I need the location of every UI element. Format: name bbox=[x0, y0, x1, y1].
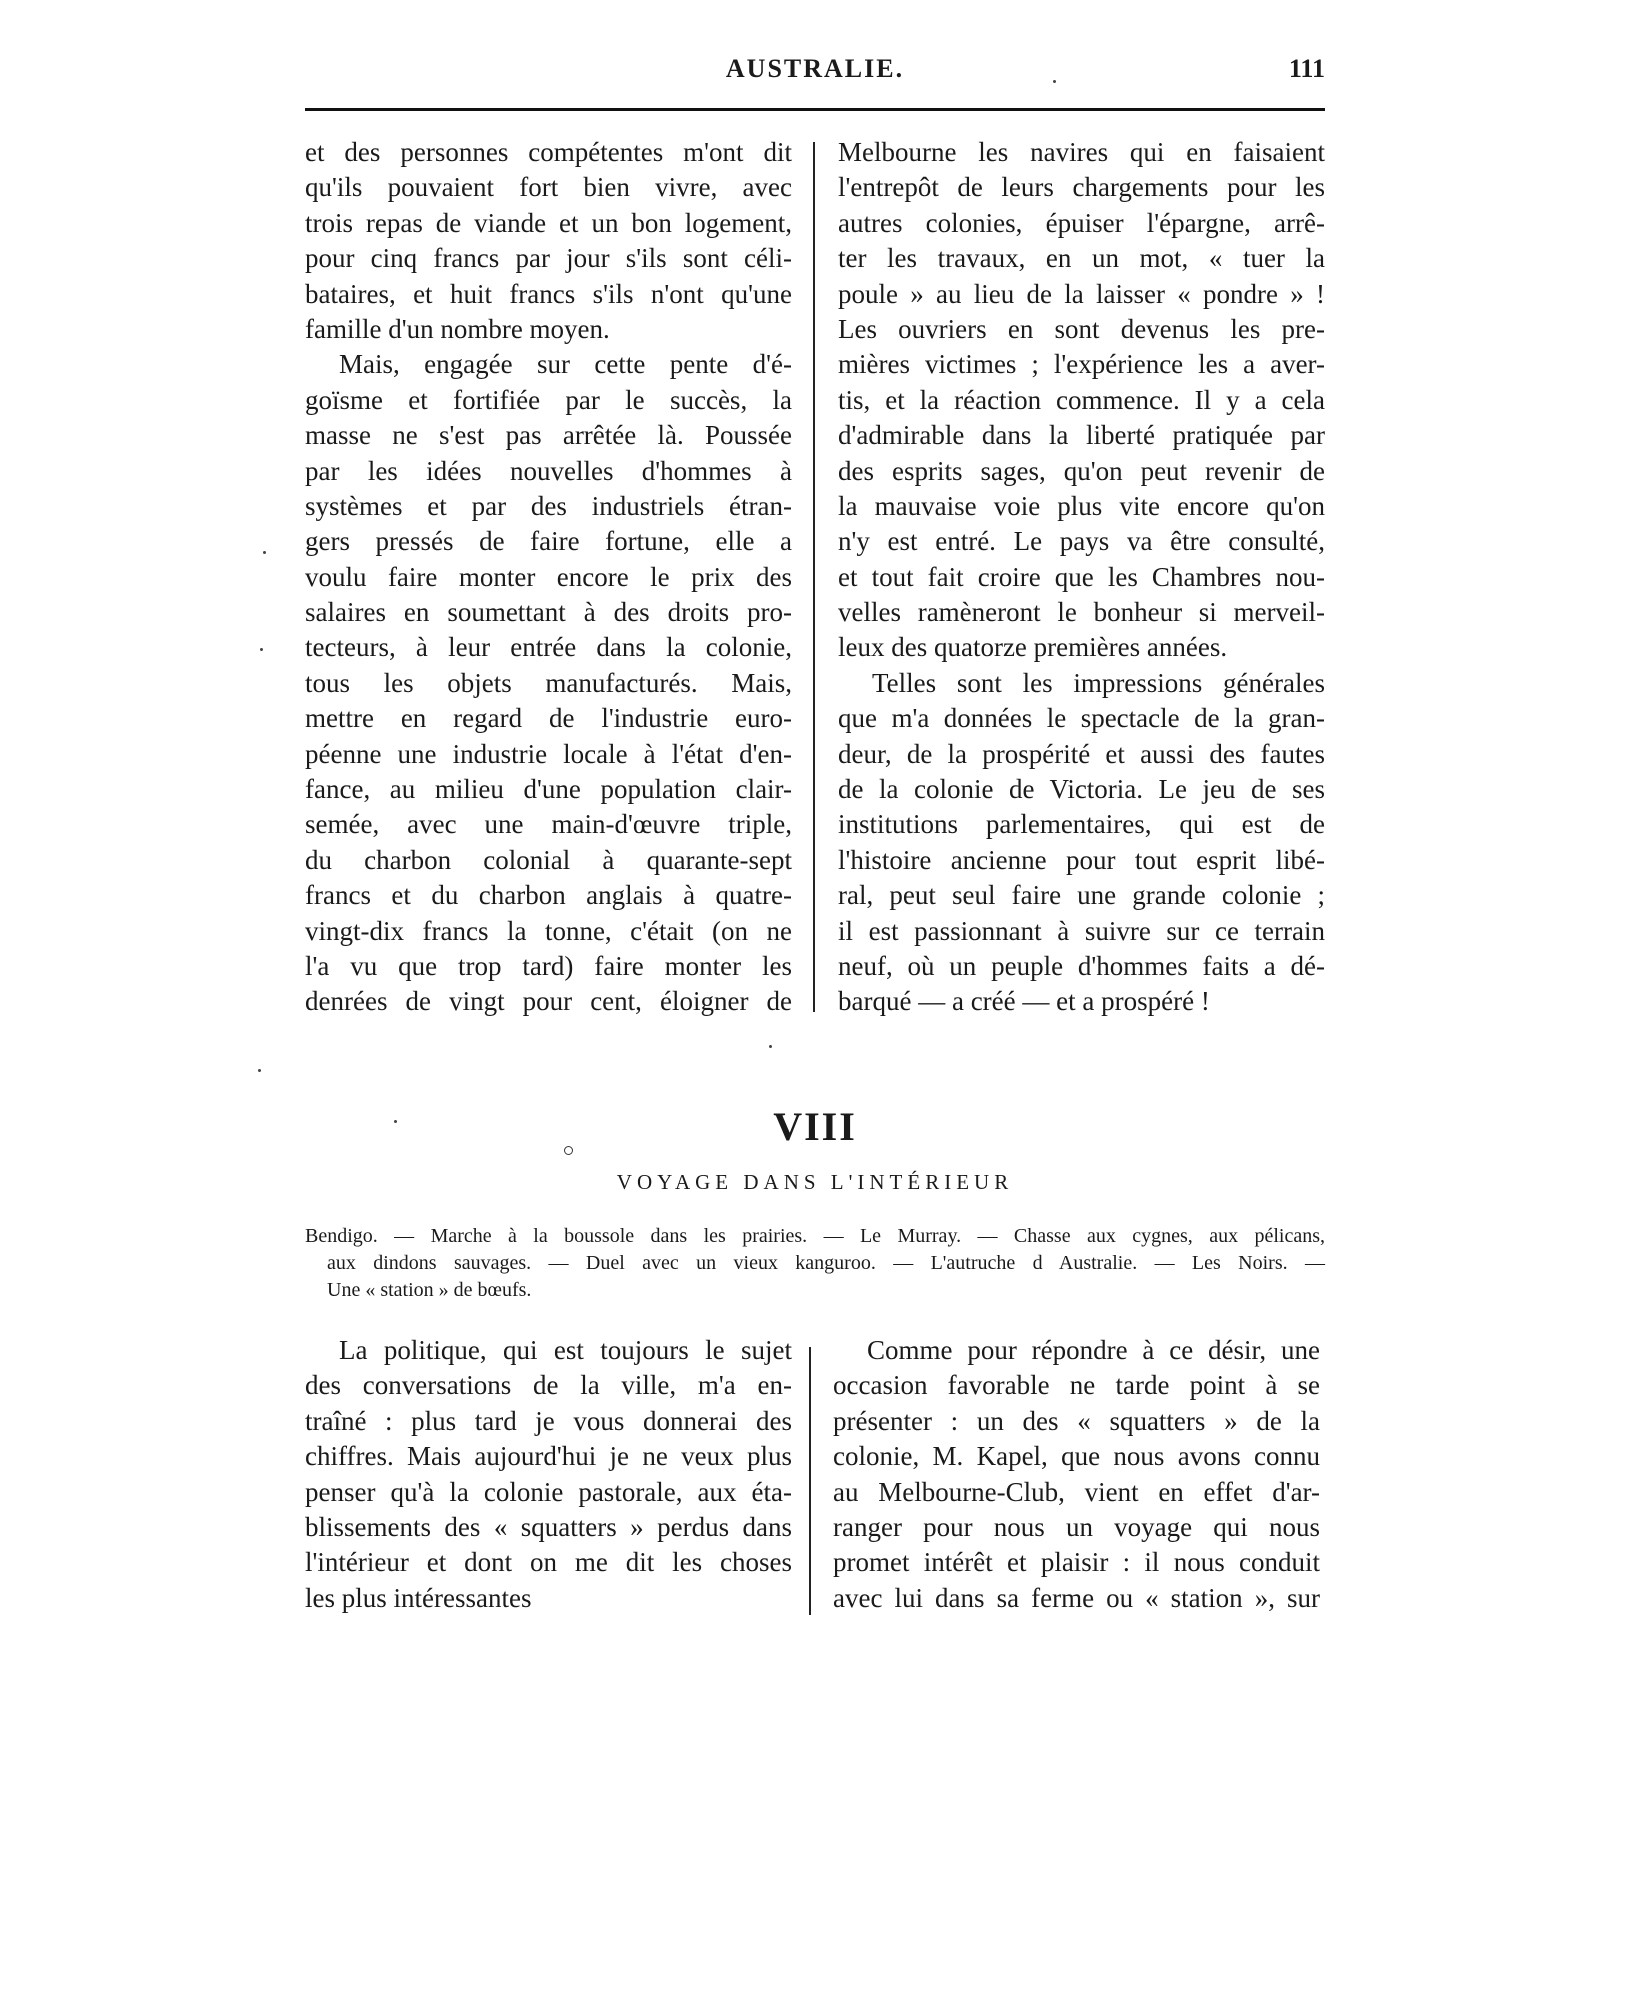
text-line: traîné : plus tard je vous donnerai des bbox=[305, 1405, 792, 1436]
summary-line: Bendigo. — Marche à la boussole dans les prairies. — Le Murray. — Chasse aux cygnes, aux pélicans, bbox=[305, 1225, 1325, 1247]
text-line: de la colonie de Victoria. Le jeu de ses bbox=[838, 774, 1325, 805]
print-speck-icon bbox=[394, 1120, 397, 1123]
text-line: l'a vu que trop tard) faire monter les bbox=[305, 950, 792, 981]
paragraph-start-line: Comme pour répondre à ce désir, une bbox=[867, 1335, 1320, 1365]
running-title: AUSTRALIE. bbox=[725, 54, 905, 83]
text-line: semée, avec une main-d'œuvre triple, bbox=[305, 809, 792, 840]
text-line: l'histoire ancienne pour tout esprit libé- bbox=[838, 844, 1325, 875]
text-line: des conversations de la ville, m'a en- bbox=[305, 1370, 792, 1401]
text-line: l'entrepôt de leurs chargements pour les bbox=[838, 172, 1325, 203]
text-line: tis, et la réaction commence. Il y a cela bbox=[838, 384, 1325, 415]
print-speck-icon bbox=[769, 1045, 772, 1048]
text-line: vingt-dix francs la tonne, c'était (on ne bbox=[305, 915, 792, 946]
text-line: tous les objets manufacturés. Mais, bbox=[305, 667, 792, 698]
text-line: velles ramèneront le bonheur si merveil- bbox=[838, 597, 1325, 628]
text-line: occasion favorable ne tarde point à se bbox=[833, 1370, 1320, 1401]
text-line: blissements des « squatters » perdus dans bbox=[305, 1511, 792, 1542]
text-line: tecteurs, à leur entrée dans la colonie, bbox=[305, 632, 792, 663]
running-header bbox=[305, 48, 1325, 88]
summary-line: aux dindons sauvages. — Duel avec un vieux kanguroo. — L'autruche d Australie. — Les Noirs. — bbox=[327, 1252, 1325, 1274]
text-line: ral, peut seul faire une grande colonie ; bbox=[838, 880, 1325, 911]
text-line: avec lui dans sa ferme ou « station », sur bbox=[833, 1582, 1320, 1613]
column-divider bbox=[809, 1347, 811, 1615]
text-line: l'intérieur et dont on me dit les choses bbox=[305, 1547, 792, 1578]
text-line: et des personnes compétentes m'ont dit bbox=[305, 137, 792, 167]
text-line: et tout fait croire que les Chambres nou- bbox=[838, 561, 1325, 592]
text-line: goïsme et fortifiée par le succès, la bbox=[305, 384, 792, 415]
column-divider bbox=[813, 142, 815, 1012]
bottom-right-column bbox=[833, 1333, 1320, 1616]
page-number: 111 bbox=[1288, 54, 1325, 83]
bottom-left-column bbox=[305, 1333, 792, 1616]
summary-line: Une « station » de bœufs. bbox=[327, 1279, 532, 1301]
text-line: pour cinq francs par jour s'ils sont céli- bbox=[305, 243, 792, 274]
text-line: d'admirable dans la liberté pratiquée par bbox=[838, 420, 1325, 451]
text-line: mières victimes ; l'expérience les a aver- bbox=[838, 349, 1325, 380]
text-line: bataires, et huit francs s'ils n'ont qu'une bbox=[305, 278, 792, 309]
top-right-column bbox=[838, 135, 1325, 1020]
text-line: voulu faire monter encore le prix des bbox=[305, 561, 792, 592]
text-line: gers pressés de faire fortune, elle a bbox=[305, 526, 792, 557]
text-line: n'y est entré. Le pays va être consulté, bbox=[838, 526, 1325, 557]
text-line: colonie, M. Kapel, que nous avons connu bbox=[833, 1441, 1320, 1472]
text-line: leux des quatorze premières années. bbox=[838, 632, 1228, 663]
text-line: masse ne s'est pas arrêtée là. Poussée bbox=[305, 420, 792, 451]
chapter-title: VOYAGE DANS L'INTÉRIEUR bbox=[616, 1170, 1014, 1194]
text-line: des esprits sages, qu'on peut revenir de bbox=[838, 455, 1325, 486]
header-rule bbox=[305, 108, 1325, 111]
text-line: la mauvaise voie plus vite encore qu'on bbox=[838, 490, 1325, 521]
text-line: institutions parlementaires, qui est de bbox=[838, 809, 1325, 840]
chapter-summary bbox=[305, 1223, 1325, 1304]
text-line: péenne une industrie locale à l'état d'en- bbox=[305, 738, 792, 769]
print-speck-icon bbox=[258, 1069, 261, 1072]
text-line: que m'a données le spectacle de la gran- bbox=[838, 703, 1325, 734]
text-line: les plus intéressantes bbox=[305, 1582, 532, 1613]
text-line: présenter : un des « squatters » de la bbox=[833, 1405, 1320, 1436]
text-line: ter les travaux, en un mot, « tuer la bbox=[838, 243, 1325, 274]
text-line: systèmes et par des industriels étran- bbox=[305, 490, 792, 521]
paragraph-start-line: Telles sont les impressions générales bbox=[872, 667, 1325, 698]
print-speck-icon bbox=[260, 648, 263, 651]
text-line: poule » au lieu de la laisser « pondre » ! bbox=[838, 278, 1325, 309]
text-line: autres colonies, épuiser l'épargne, arrê- bbox=[838, 207, 1325, 238]
text-line: du charbon colonial à quarante-sept bbox=[305, 844, 792, 875]
text-line: fance, au milieu d'une population clair- bbox=[305, 774, 792, 805]
print-speck-icon bbox=[564, 1146, 573, 1155]
text-line: ranger pour nous un voyage qui nous bbox=[833, 1511, 1320, 1542]
text-line: deur, de la prospérité et aussi des fautes bbox=[838, 738, 1325, 769]
paragraph-start-line: La politique, qui est toujours le sujet bbox=[339, 1335, 792, 1365]
text-line: famille d'un nombre moyen. bbox=[305, 313, 610, 344]
top-left-column bbox=[305, 135, 792, 1020]
text-line: qu'ils pouvaient fort bien vivre, avec bbox=[305, 172, 792, 203]
text-line: promet intérêt et plaisir : il nous conduit bbox=[833, 1547, 1320, 1578]
print-speck-icon bbox=[1053, 80, 1056, 83]
text-line: par les idées nouvelles d'hommes à bbox=[305, 455, 792, 486]
text-line: Les ouvriers en sont devenus les pre- bbox=[838, 313, 1325, 344]
text-line: francs et du charbon anglais à quatre- bbox=[305, 880, 792, 911]
text-line: il est passionnant à suivre sur ce terrain bbox=[838, 915, 1325, 946]
text-line: au Melbourne-Club, vient en effet d'ar- bbox=[833, 1476, 1320, 1507]
text-line: Melbourne les navires qui en faisaient bbox=[838, 137, 1325, 167]
text-line: salaires en soumettant à des droits pro- bbox=[305, 597, 792, 628]
chapter-number: VIII bbox=[773, 1104, 857, 1149]
text-line: trois repas de viande et un bon logement, bbox=[305, 207, 792, 238]
text-line: chiffres. Mais aujourd'hui je ne veux plus bbox=[305, 1441, 792, 1472]
text-line: barqué — a créé — et a prospéré ! bbox=[838, 986, 1210, 1017]
text-line: mettre en regard de l'industrie euro- bbox=[305, 703, 792, 734]
print-speck-icon bbox=[263, 551, 266, 554]
paragraph-start-line: Mais, engagée sur cette pente d'é- bbox=[339, 349, 792, 380]
text-line: penser qu'à la colonie pastorale, aux éta- bbox=[305, 1476, 792, 1507]
text-line: neuf, où un peuple d'hommes faits a dé- bbox=[838, 950, 1325, 981]
text-line: denrées de vingt pour cent, éloigner de bbox=[305, 986, 792, 1017]
